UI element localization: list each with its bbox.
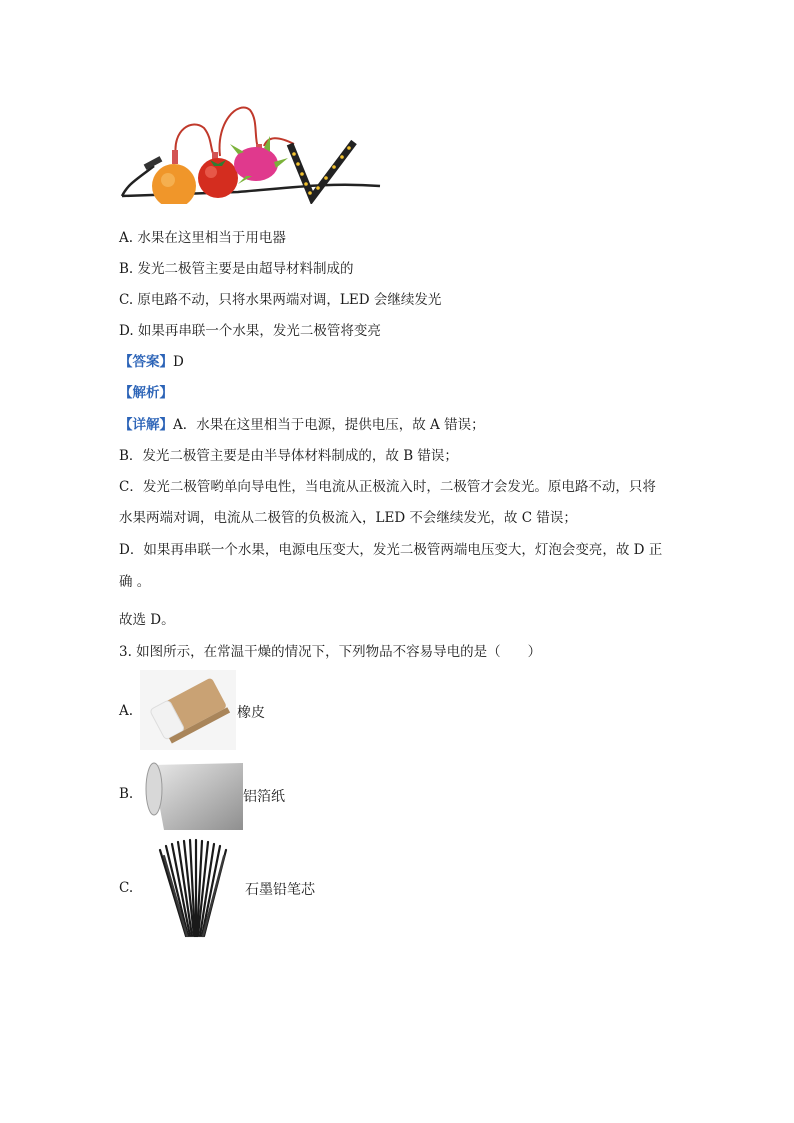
conclusion: 故选 D。 bbox=[119, 612, 175, 628]
option-d: D. 如果再串联一个水果，发光二极管将变亮 bbox=[119, 323, 381, 339]
answer-value: D bbox=[173, 354, 184, 370]
option-b: B. 发光二极管主要是由超导材料制成的 bbox=[119, 261, 354, 277]
detail-line-1 bbox=[119, 416, 485, 434]
q3-option-c-letter: C. bbox=[119, 880, 134, 896]
eraser-image bbox=[140, 670, 236, 750]
q3-option-a-letter: A. bbox=[119, 703, 134, 719]
pencil-leads-image bbox=[140, 836, 244, 938]
detail-line-2: B．发光二极管主要是由半导体材料制成的，故 B 错误； bbox=[119, 448, 458, 464]
aluminum-foil-image bbox=[140, 755, 243, 830]
answer-row bbox=[119, 353, 184, 371]
fruit-battery-circuit-figure bbox=[118, 100, 390, 204]
option-c: C. 原电路不动，只将水果两端对调，LED 会继续发光 bbox=[119, 292, 442, 308]
answer-label: 【答案】 bbox=[119, 354, 173, 370]
detail-line-5: D．如果再串联一个水果，电源电压变大，发光二极管两端电压变大，灯泡会变亮，故 D 正 bbox=[119, 542, 663, 558]
detail-line-4: 水果两端对调，电流从二极管的负极流入，LED 不会继续发光，故 C 错误； bbox=[119, 510, 577, 526]
detail-text-1: A．水果在这里相当于电源，提供电压，故 A 错误； bbox=[173, 417, 485, 433]
detail-label: 【详解】 bbox=[119, 417, 173, 433]
q3-option-c-label: 石墨铅笔芯 bbox=[245, 882, 315, 898]
detail-line-3: C．发光二极管哟单向导电性，当电流从正极流入时，二极管才会发光。原电路不动，只将 bbox=[119, 479, 656, 495]
detail-line-6: 确 。 bbox=[119, 574, 151, 590]
q3-option-b-label: 铝箔纸 bbox=[243, 789, 285, 805]
option-a: A. 水果在这里相当于用电器 bbox=[119, 230, 286, 246]
q3-option-b-letter: B. bbox=[119, 786, 134, 802]
q3-option-a-label: 橡皮 bbox=[237, 705, 265, 721]
analysis-label: 【解析】 bbox=[119, 385, 173, 401]
question-3-stem: 3. 如图所示，在常温干燥的情况下，下列物品不容易导电的是（ ） bbox=[119, 644, 542, 660]
analysis-row bbox=[119, 384, 173, 402]
